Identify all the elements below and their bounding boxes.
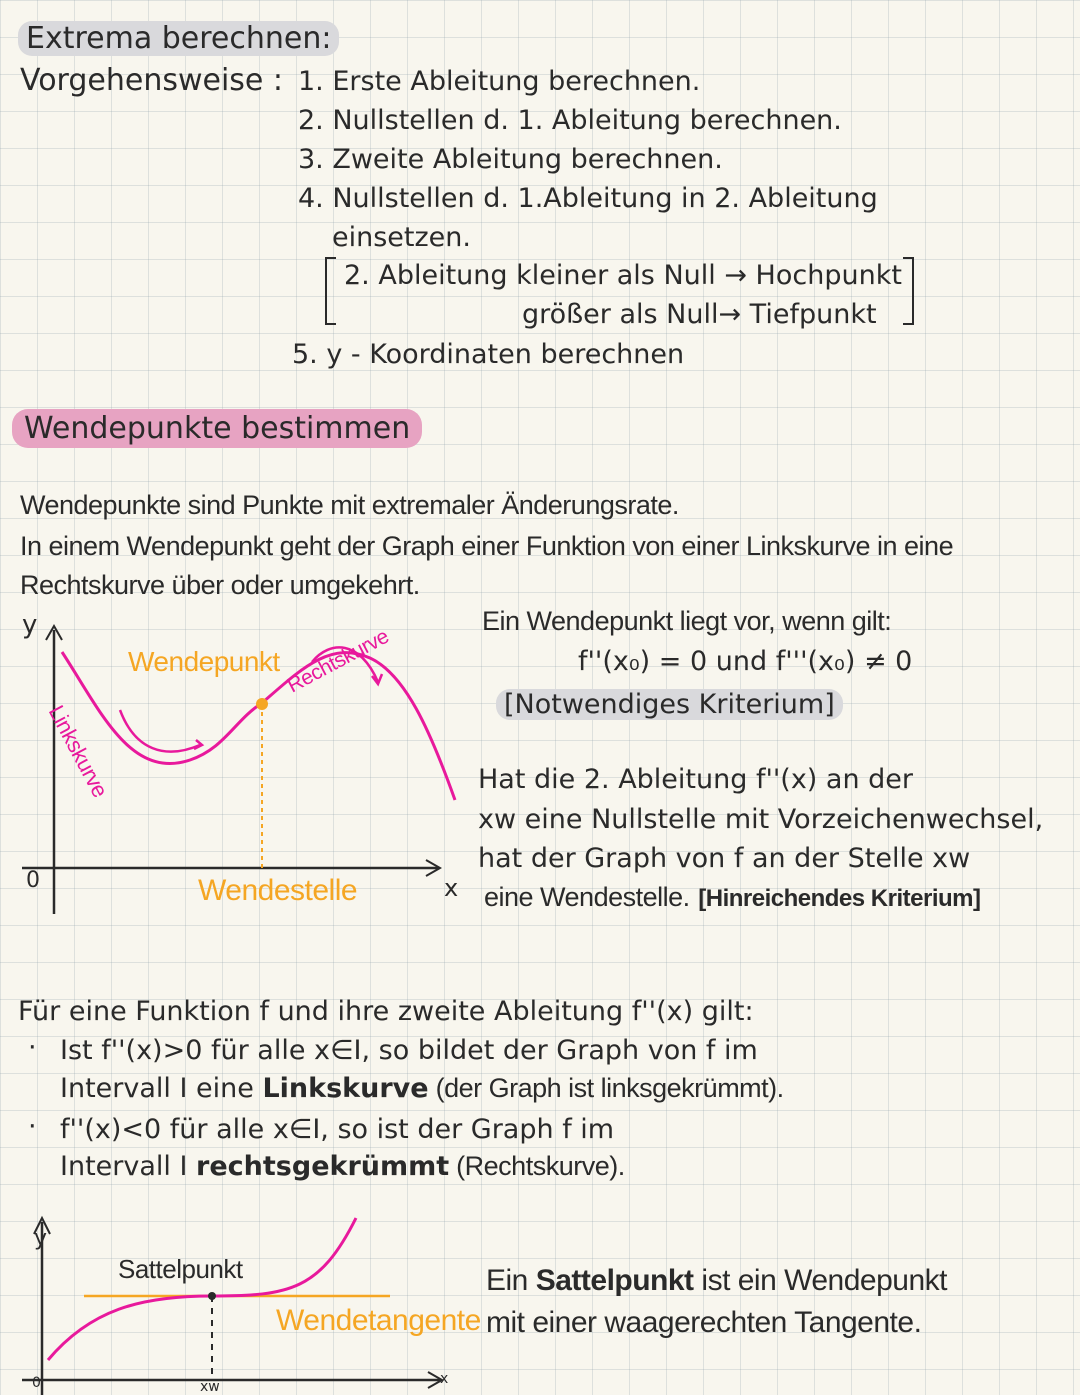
graph2-y-label: y: [34, 1226, 48, 1251]
criterion-line-2: f''(x₀) = 0 und f'''(x₀) ≠ 0: [578, 646, 913, 677]
sufficient-line-3: hat der Graph von f an der Stelle xw: [478, 843, 971, 874]
sufficient-line-2: xw eine Nullstelle mit Vorzeichenwechsel,: [478, 804, 1044, 835]
extrema-step-3: 3. Zweite Ableitung berechnen.: [298, 144, 723, 175]
kruemmung-intro: Für eine Funktion f und ihre zweite Ableitung f''(x) gilt:: [18, 996, 754, 1027]
wendetangente-label: Wendetangente: [276, 1304, 481, 1337]
procedure-label: Vorgehensweise :: [20, 63, 284, 98]
extrema-step-2: 2. Nullstellen d. 1. Ableitung berechnen.: [298, 105, 842, 136]
extrema-title: Extrema berechnen:: [18, 24, 339, 54]
sattelpunkt-dot: [208, 1292, 216, 1300]
sattelpunkt-label: Sattelpunkt: [118, 1254, 243, 1284]
rechtskurve-label: Rechtskurve: [283, 624, 393, 698]
intro-line-2: In einem Wendepunkt geht der Graph einer Funktion von einer Linkskurve in eine: [20, 531, 954, 561]
wendepunkt-label: Wendepunkt: [128, 646, 280, 677]
linkskurve-label: Linkskurve: [43, 701, 113, 802]
wendepunkt-dot: [256, 698, 268, 710]
bullet-1-line-1: Ist f''(x)>0 für alle x∈I, so bildet der Graph von f im: [60, 1035, 758, 1066]
sattelpunkt-graph: [0, 1210, 460, 1395]
rule-line-1: 2. Ableitung kleiner als Null → Hochpunkt: [344, 260, 902, 291]
bullet-2-dot: ·: [28, 1111, 37, 1142]
rule-line-2: größer als Null→ Tiefpunkt: [522, 299, 877, 330]
intro-line-1: Wendepunkte sind Punkte mit extremaler Änderungsrate.: [20, 490, 679, 520]
graph1-y-label: y: [22, 610, 38, 640]
sufficient-line-4: eine Wendestelle. [Hinreichendes Kriterium]: [484, 882, 981, 912]
sattel-curve: [48, 1218, 356, 1360]
wendepunkte-title: Wendepunkte bestimmen: [12, 414, 422, 444]
extrema-step-1: 1. Erste Ableitung berechnen.: [298, 66, 701, 97]
graph2-origin-label: 0: [32, 1375, 41, 1391]
wendestelle-label: Wendestelle: [198, 874, 358, 907]
xw-label: xw: [200, 1379, 220, 1395]
sattel-text-line-2: mit einer waagerechten Tangente.: [486, 1306, 922, 1339]
intro-line-3: Rechtskurve über oder umgekehrt.: [20, 570, 420, 600]
criterion-line-1: Ein Wendepunkt liegt vor, wenn gilt:: [482, 606, 892, 636]
sufficient-line-1: Hat die 2. Ableitung f''(x) an der: [478, 764, 914, 795]
linkskurve-arrow: [120, 710, 200, 752]
graph2-x-label: x: [440, 1371, 449, 1387]
bullet-2-line-2: Intervall I rechtsgekrümmt (Rechtskurve).: [60, 1151, 625, 1182]
bullet-1-line-2: Intervall I eine Linkskurve (der Graph ist linksgekrümmt).: [60, 1073, 784, 1104]
extrema-step-5: 5. y - Koordinaten berechnen: [292, 339, 685, 370]
criterion-line-3: [Notwendiges Kriterium]: [496, 691, 843, 718]
extrema-step-4: 4. Nullstellen d. 1.Ableitung in 2. Ableitung: [298, 183, 878, 214]
graph1-x-label: x: [444, 874, 459, 902]
extrema-step-4-cont: einsetzen.: [332, 222, 471, 253]
graph1-origin-label: 0: [26, 868, 40, 893]
bullet-1-dot: ·: [28, 1032, 37, 1063]
sattel-text-line-1: Ein Sattelpunkt ist ein Wendepunkt: [486, 1264, 948, 1297]
bullet-2-line-1: f''(x)<0 für alle x∈I, so ist der Graph f im: [60, 1114, 615, 1145]
